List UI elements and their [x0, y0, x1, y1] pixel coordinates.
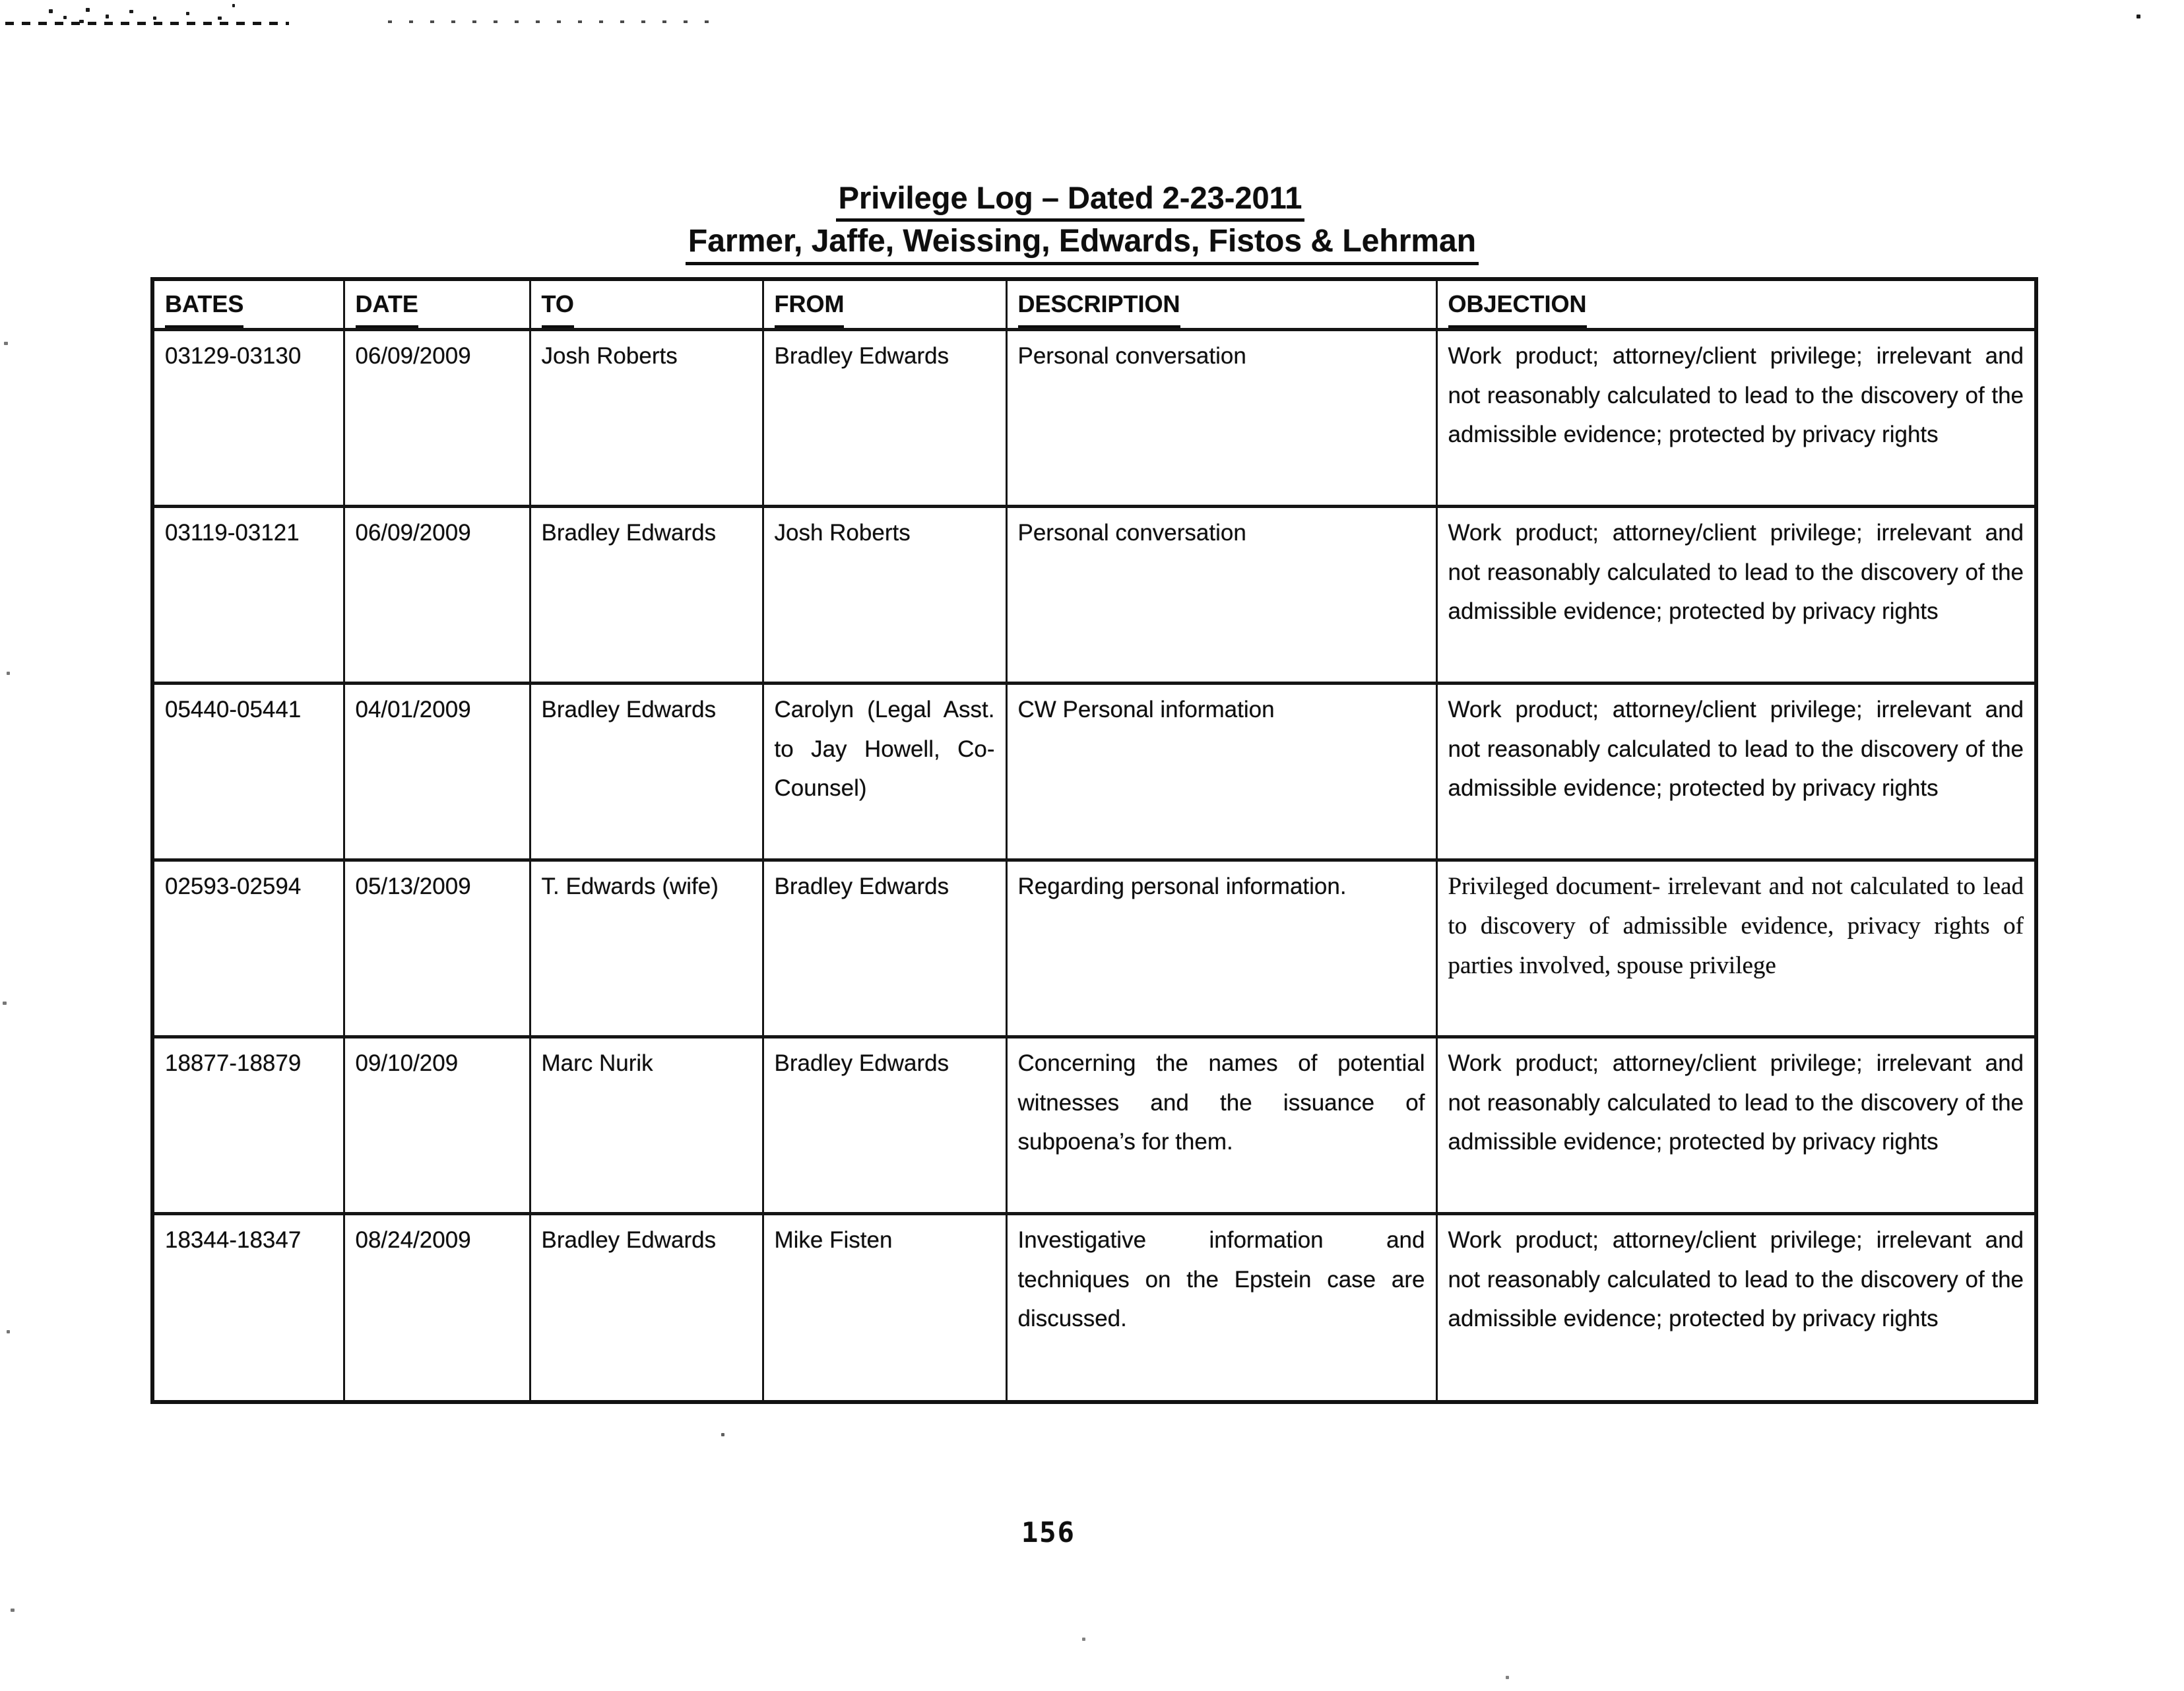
table-row [152, 1037, 2036, 1214]
cell-from: Bradley Edwards [763, 330, 1006, 507]
cell-to: Josh Roberts [530, 330, 763, 507]
cell-objection: Work product; attorney/client privilege; irrelevant and not reasonably calculated to lead to the discovery of the admissible evidence; protected by privacy rights [1436, 330, 2036, 507]
cell-from: Bradley Edwards [763, 860, 1006, 1037]
cell-to: Bradley Edwards [530, 1214, 763, 1402]
cell-objection: Work product; attorney/client privilege; irrelevant and not reasonably calculated to lead to the discovery of the admissible evidence; protected by privacy rights [1436, 1037, 2036, 1214]
privilege-log-table [150, 277, 2038, 1404]
cell-objection: Work product; attorney/client privilege; irrelevant and not reasonably calculated to lead to the discovery of the admissible evidence; protected by privacy rights [1436, 507, 2036, 684]
cell-to: Bradley Edwards [530, 507, 763, 684]
document-subtitle-text: Farmer, Jaffe, Weissing, Edwards, Fistos & Lehrman [686, 223, 1479, 265]
header-from: FROM [763, 279, 1006, 330]
cell-description: Regarding personal information. [1006, 860, 1436, 1037]
document-title-text: Privilege Log – Dated 2-23-2011 [836, 179, 1305, 222]
document-title [0, 179, 2140, 222]
cell-from: Bradley Edwards [763, 1037, 1006, 1214]
header-bates: BATES [152, 279, 344, 330]
table-header-row [152, 279, 2036, 330]
cell-to: T. Edwards (wife) [530, 860, 763, 1037]
cell-date: 09/10/209 [344, 1037, 530, 1214]
cell-description: Investigative information and techniques on the Epstein case are discussed. [1006, 1214, 1436, 1402]
cell-objection: Privileged document- irrelevant and not calculated to lead to discovery of admissible evidence, privacy rights of parties involved, spouse privilege [1436, 860, 2036, 1037]
cell-description: CW Personal information [1006, 684, 1436, 860]
cell-objection: Work product; attorney/client privilege; irrelevant and not reasonably calculated to lead to the discovery of the admissible evidence; protected by privacy rights [1436, 684, 2036, 860]
cell-bates: 18877-18879 [152, 1037, 344, 1214]
cell-bates: 03129-03130 [152, 330, 344, 507]
cell-date: 06/09/2009 [344, 507, 530, 684]
cell-bates: 18344-18347 [152, 1214, 344, 1402]
cell-date: 05/13/2009 [344, 860, 530, 1037]
table-row [152, 860, 2036, 1037]
cell-bates: 03119-03121 [152, 507, 344, 684]
document-subtitle [0, 223, 2164, 265]
cell-date: 08/24/2009 [344, 1214, 530, 1402]
cell-description: Personal conversation [1006, 507, 1436, 684]
cell-date: 04/01/2009 [344, 684, 530, 860]
cell-date: 06/09/2009 [344, 330, 530, 507]
header-to: TO [530, 279, 763, 330]
cell-to: Bradley Edwards [530, 684, 763, 860]
cell-description: Personal conversation [1006, 330, 1436, 507]
cell-objection: Work product; attorney/client privilege; irrelevant and not reasonably calculated to lead to the discovery of the admissible evidence; protected by privacy rights [1436, 1214, 2036, 1402]
table-row [152, 684, 2036, 860]
cell-from: Josh Roberts [763, 507, 1006, 684]
cell-from: Mike Fisten [763, 1214, 1006, 1402]
table-row [152, 1214, 2036, 1402]
cell-description: Concerning the names of potential witnesses and the issuance of subpoena’s for them. [1006, 1037, 1436, 1214]
cell-from: Carolyn (Legal Asst. to Jay Howell, Co-Counsel) [763, 684, 1006, 860]
cell-to: Marc Nurik [530, 1037, 763, 1214]
cell-bates: 02593-02594 [152, 860, 344, 1037]
cell-bates: 05440-05441 [152, 684, 344, 860]
header-objection: OBJECTION [1436, 279, 2036, 330]
header-date: DATE [344, 279, 530, 330]
table-row [152, 330, 2036, 507]
page-number: 156 [1021, 1516, 1076, 1548]
header-description: DESCRIPTION [1006, 279, 1436, 330]
table-row [152, 507, 2036, 684]
